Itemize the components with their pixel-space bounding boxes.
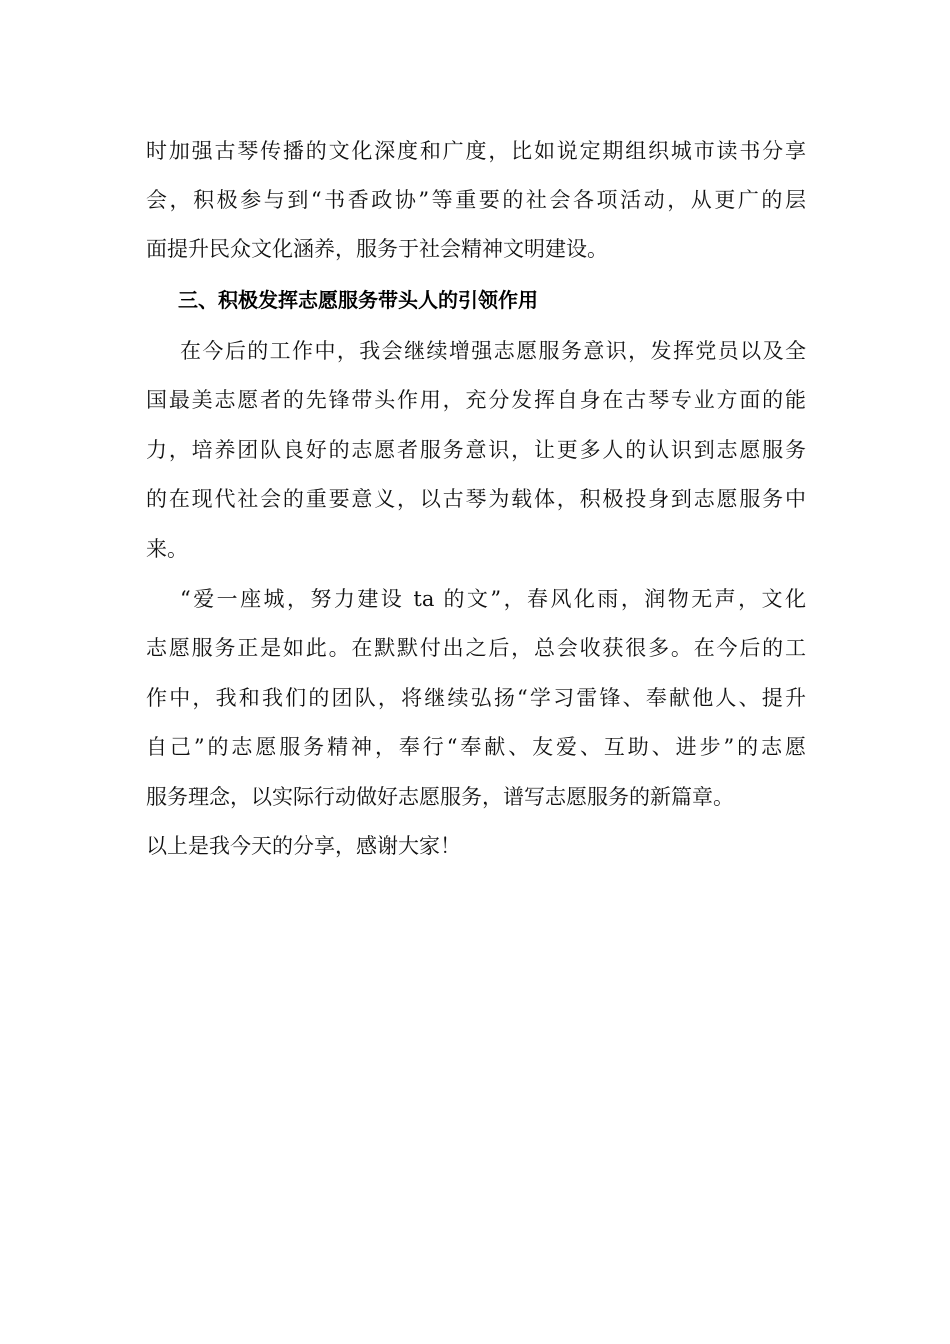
paragraph-3-line-5: 服务理念，以实际行动做好志愿服务，谱写志愿服务的新篇章。 [146,785,734,809]
paragraph-2-line-3: 力，培养团队良好的志愿者服务意识，让更多人的认识到志愿服务 [146,438,806,462]
paragraph-3-line-2: 志愿服务正是如此。在默默付出之后，总会收获很多。在今后的工 [146,636,806,660]
paragraph-1-line-2: 会，积极参与到“书香政协”等重要的社会各项活动，从更广的层 [146,188,806,212]
paragraph-2-line-5: 来。 [146,537,188,561]
paragraph-3-line-3: 作中，我和我们的团队，将继续弘扬“学习雷锋、奉献他人、提升 [146,686,806,710]
paragraph-2-line-2: 国最美志愿者的先锋带头作用，充分发挥自身在古琴专业方面的能 [146,388,806,412]
paragraph-3-line-4: 自己”的志愿服务精神，奉行“奉献、友爱、互助、进步”的志愿 [146,735,806,759]
paragraph-3-line-1: “爱一座城，努力建设 ta 的文”，春风化雨，润物无声，文化 [180,587,806,611]
closing-line: 以上是我今天的分享，感谢大家！ [146,834,461,858]
paragraph-1-line-3: 面提升民众文化涵养，服务于社会精神文明建设。 [146,237,608,261]
paragraph-2-line-1: 在今后的工作中，我会继续增强志愿服务意识，发挥党员以及全 [180,339,806,363]
paragraph-2-line-4: 的在现代社会的重要意义，以古琴为载体，积极投身到志愿服务中 [146,487,806,511]
section-heading: 三、积极发挥志愿服务带头人的引领作用 [178,288,538,312]
paragraph-1-line-1: 时加强古琴传播的文化深度和广度，比如说定期组织城市读书分享 [146,139,806,163]
